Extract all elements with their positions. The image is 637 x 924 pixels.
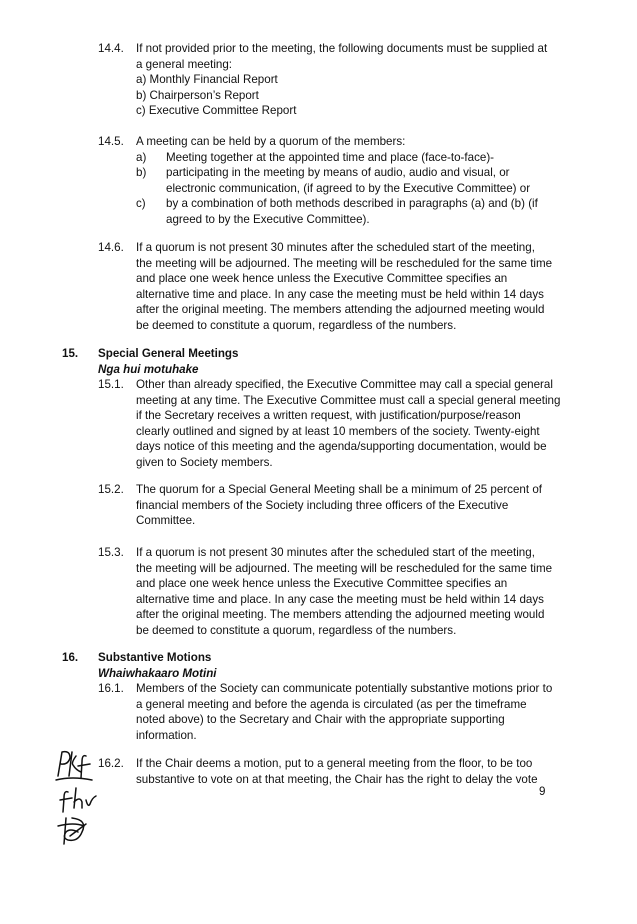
clause-text-line: given to Society members.	[136, 455, 273, 469]
clause-16-1	[98, 681, 568, 743]
clause-text-line: after the original meeting. The members attending the adjourned meeting would	[136, 303, 545, 316]
clause-number: 15.1.	[98, 378, 124, 391]
clause-text-line: substantive to vote on at that meeting, the Chair has the right to delay the vote	[136, 772, 538, 786]
clause-text-line: Members of the Society can communicate potentially substantive motions prior to	[136, 682, 553, 695]
list-item-text: by a combination of both methods described in paragraphs (a) and (b) (if	[166, 197, 538, 210]
clause-number: 15.3.	[98, 546, 124, 559]
clause-text-line: if the Secretary receives a written request, with justification/purpose/reason	[136, 409, 521, 422]
list-item	[136, 88, 568, 104]
clause-text-line: and place one week hence unless the Executive Committee specifies an	[136, 577, 508, 590]
list-item-text: Meeting together at the appointed time and place (face-to-face)-	[166, 150, 495, 164]
clause-text-line: be deemed to constitute a quorum, regardless of the numbers.	[136, 318, 457, 332]
clause-number: 15.2.	[98, 483, 124, 496]
clause-text-line: clearly outlined and signed by at least 10 members of the society. Twenty-eight	[136, 424, 540, 438]
section-maori-title: Nga hui motuhake	[98, 363, 199, 376]
list-item-text: agreed to by the Executive Committee).	[166, 212, 370, 226]
page-number: 9	[539, 785, 546, 798]
list-item	[136, 150, 568, 166]
list-item-label: a)	[136, 150, 147, 164]
list-item-text: electronic communication, (if agreed to by the Executive Committee) or	[166, 181, 531, 195]
clause-15-1	[98, 377, 568, 470]
clause-text-line: The quorum for a Special General Meeting shall be a minimum of 25 percent of	[136, 483, 542, 496]
clause-number: 14.5.	[98, 135, 124, 148]
clause-text-line: If a quorum is not present 30 minutes after the scheduled start of the meeting,	[136, 546, 535, 559]
handwritten-initials-icon	[52, 746, 124, 850]
list-item-label: c)	[136, 104, 146, 117]
list-item-text: Executive Committee Report	[148, 104, 297, 117]
clause-text-line: a general meeting and before the agenda is circulated (as per the timeframe	[136, 697, 527, 711]
clause-text-line: If a quorum is not present 30 minutes after the scheduled start of the meeting,	[136, 241, 535, 254]
section-title: Special General Meetings	[98, 347, 239, 360]
clause-14-5	[98, 134, 568, 227]
list-item	[136, 72, 568, 88]
list-item-label: c)	[136, 197, 146, 210]
clause-text-line: days notice of this meeting and the agenda/supporting documentation, would be	[136, 440, 547, 453]
clause-text-line: after the original meeting. The members attending the adjourned meeting would	[136, 608, 545, 621]
clause-text-line: If the Chair deems a motion, put to a general meeting from the floor, to be too	[136, 757, 533, 770]
clause-number: 16.2.	[98, 757, 124, 770]
clause-number: 14.6.	[98, 241, 124, 254]
list-item	[136, 103, 568, 119]
clause-text-line: A meeting can be held by a quorum of the members:	[136, 135, 406, 148]
clause-text-line: alternative time and place. In any case the meeting must be held within 14 days	[136, 287, 544, 301]
clause-number: 16.1.	[98, 682, 124, 695]
section-number: 16.	[62, 651, 79, 664]
clause-15-3	[98, 545, 568, 638]
clause-text-line: If not provided prior to the meeting, the following documents must be supplied at	[136, 42, 548, 55]
section-maori-title: Whaiwhakaaro Motini	[98, 667, 217, 680]
clause-text-line: be deemed to constitute a quorum, regardless of the numbers.	[136, 623, 457, 637]
clause-number: 14.4.	[98, 42, 124, 55]
clause-14-6	[98, 240, 568, 333]
list-item-text: Chairperson’s Report	[149, 88, 259, 102]
list-item	[136, 165, 568, 196]
list-item-text: Monthly Financial Report	[149, 73, 278, 86]
list-item-label: a)	[136, 73, 147, 86]
clause-text-line: Committee.	[136, 514, 196, 527]
section-title: Substantive Motions	[98, 651, 212, 664]
clause-text-line: alternative time and place. In any case the meeting must be held within 14 days	[136, 592, 544, 606]
clause-text-line: a general meeting:	[136, 57, 233, 71]
list-item-text: participating in the meeting by means of audio, audio and visual, or	[166, 166, 510, 179]
clause-15-2	[98, 482, 568, 529]
clause-text-line: financial members of the Society including three officers of the Executive	[136, 498, 509, 512]
list-item-label: b)	[136, 166, 147, 179]
list-item	[136, 196, 568, 227]
clause-text-line: meeting at any time. The Executive Committee must call a special general meeting	[136, 393, 561, 407]
clause-text-line: Other than already specified, the Executive Committee may call a special general	[136, 378, 553, 391]
section-number: 15.	[62, 347, 79, 360]
clause-text-line: the meeting will be adjourned. The meeting will be rescheduled for the same time	[136, 561, 553, 575]
clause-14-4	[98, 41, 568, 119]
clause-text-line: information.	[136, 728, 197, 742]
list-item-label: b)	[136, 88, 147, 102]
clause-text-line: and place one week hence unless the Executive Committee specifies an	[136, 272, 508, 285]
clause-text-line: the meeting will be adjourned. The meeting will be rescheduled for the same time	[136, 256, 553, 270]
clause-16-2	[98, 756, 568, 787]
clause-text-line: noted above) to the Secretary and Chair with the appropriate supporting	[136, 713, 505, 726]
